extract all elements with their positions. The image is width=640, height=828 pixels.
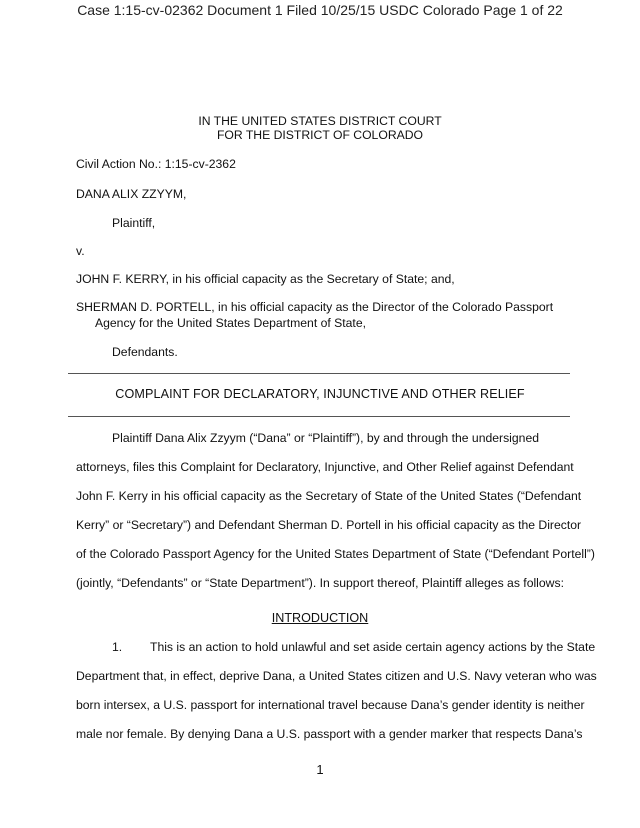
- intro-line: John F. Kerry in his official capacity as the Secretary of State of the United States (“Defendant: [76, 489, 582, 503]
- paragraph1-line: Department that, in effect, deprive Dana, a United States citizen and U.S. Navy veteran who was: [76, 669, 597, 683]
- page-number: 1: [316, 762, 324, 777]
- intro-line: of the Colorado Passport Agency for the United States Department of State (“Defendant Portell”): [76, 547, 595, 561]
- complaint-title: COMPLAINT FOR DECLARATORY, INJUNCTIVE AND OTHER RELIEF: [115, 387, 525, 401]
- plaintiff-role: Plaintiff,: [112, 216, 156, 230]
- court-name-line2: FOR THE DISTRICT OF COLORADO: [216, 128, 424, 142]
- intro-line: (jointly, “Defendants” or “State Department”). In support thereof, Plaintiff alleges as follows:: [76, 576, 564, 590]
- defendant-kerry: JOHN F. KERRY, in his official capacity as the Secretary of State; and,: [76, 272, 455, 286]
- defendants-role: Defendants.: [112, 345, 178, 359]
- intro-line: attorneys, files this Complaint for Declaratory, Injunctive, and Other Relief against Defendant: [76, 460, 574, 474]
- intro-line: Plaintiff Dana Alix Zzyym (“Dana” or “Plaintiff”), by and through the undersigned: [112, 431, 539, 445]
- case-header: Case 1:15-cv-02362 Document 1 Filed 10/25/15 USDC Colorado Page 1 of 22: [77, 2, 563, 18]
- plaintiff-name: DANA ALIX ZZYYM,: [76, 187, 187, 201]
- versus: v.: [76, 244, 85, 258]
- court-name-line1: IN THE UNITED STATES DISTRICT COURT: [198, 114, 442, 128]
- defendant-portell-line1: SHERMAN D. PORTELL, in his official capacity as the Director of the Colorado Passport: [76, 300, 554, 314]
- paragraph1-line: This is an action to hold unlawful and set aside certain agency actions by the State: [150, 640, 596, 654]
- paragraph1-line: born intersex, a U.S. passport for international travel because Dana’s gender identity is neither: [76, 698, 585, 712]
- defendant-portell-line2: Agency for the United States Department of State,: [95, 316, 366, 330]
- section-heading-introduction: INTRODUCTION: [271, 611, 369, 625]
- title-rule-top: [68, 373, 570, 374]
- paragraph1-line: male nor female. By denying Dana a U.S. passport with a gender marker that respects Dana’s: [76, 727, 583, 741]
- paragraph-number: 1.: [112, 640, 123, 654]
- intro-line: Kerry” or “Secretary”) and Defendant Sherman D. Portell in his official capacity as the Director: [76, 518, 582, 532]
- civil-action-number: Civil Action No.: 1:15-cv-2362: [76, 157, 236, 171]
- title-rule-bottom: [68, 416, 570, 417]
